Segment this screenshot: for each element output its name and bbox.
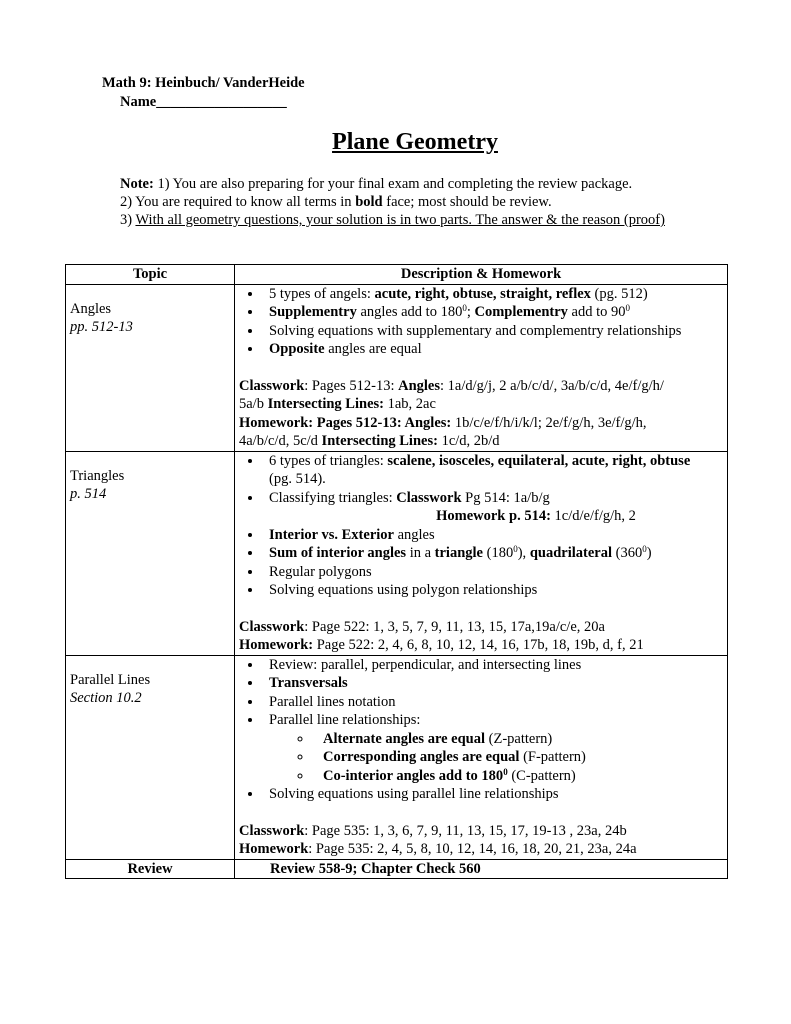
course-title: Math 9: Heinbuch/ VanderHeide [102,75,305,91]
topic-pages: pp. 512-13 [70,319,133,335]
classwork-cont: 5a/b Intersecting Lines: 1ab, 2ac [239,396,436,412]
list-item: • Parallel lines notation [263,693,723,712]
topic-cell [66,655,235,859]
list-item: • Regular polygons [263,563,723,582]
classwork: Classwork: Page 535: 1, 3, 6, 7, 9, 11, 13, 15, 17, 19-13 , 23a, 24b [239,822,627,839]
sub-item: ◦ Corresponding angles are equal (F-pattern) [313,748,723,767]
table-row [66,655,728,859]
sub-list [269,730,723,786]
topic-name: Angles [70,300,112,317]
col-topic: Topic [66,265,235,285]
topic-name: Review [66,859,235,879]
topic-name: Parallel Lines [70,671,151,688]
note-3-num: 3) [120,212,136,228]
classwork: Classwork: Page 522: 1, 3, 5, 7, 9, 11, 13, 15, 17a,19a/c/e, 20a [239,618,605,635]
table-row [66,859,728,879]
description-cell [235,284,728,451]
list-item: • Parallel line relationships: ◦ Alternate angles are equal (Z-pattern) ◦ Corresponding angles are equal (F-pattern) ◦ Co-interior angles add to $180^0$ (C-pattern) [263,711,723,785]
note-3 [120,211,665,229]
homework: Homework: Page 535: 2, 4, 5, 8, 10, 12, 14, 16, 18, 20, 21, 23a, 24a [239,841,637,857]
list-item: • Classifying triangles: Classwork Pg 514: 1a/b/g Homework p. 514: 1c/d/e/f/g/h, 2 [263,489,723,526]
notes [120,175,665,229]
bullet-list [239,656,723,804]
note-2-tail: face; most should be review. [382,194,552,210]
table-row [66,284,728,451]
list-item: • Sum of interior angles in a triangle $(180^0)$, quadrilateral $(360^0)$ [263,544,723,563]
table-header-row [66,265,728,285]
topic-cell [66,284,235,451]
topic-cell [66,451,235,655]
list-item: • Interior vs. Exterior angles [263,526,723,545]
note-1-text: 1) You are also preparing for your final exam and completing the review package. [157,176,633,192]
topic-pages: p. 514 [70,486,107,502]
name-field[interactable]: Name__________________ [120,94,287,110]
review-description: Review 558-9; Chapter Check 560 [235,859,728,879]
list-item: • 5 types of angels: acute, right, obtuse, straight, reflex (pg. 512) [263,285,723,304]
topic-name: Triangles [70,467,125,484]
note-2 [120,193,665,211]
description-cell [235,655,728,859]
homework-cont: 4a/b/c/d, 5c/d Intersecting Lines: 1c/d, 2b/d [239,433,500,449]
topic-pages: Section 10.2 [70,690,142,706]
note-3-text: With all geometry questions, your solution is in two parts. The answer & the reason (proof) [135,212,665,228]
note-label: Note: [120,176,154,192]
list-item: • Transversals [263,674,723,693]
sub-item: ◦ Co-interior angles add to $180^0$ (C-pattern) [313,767,723,786]
homework: Homework: Pages 512-13: Angles: 1b/c/e/f/h/i/k/l; 2e/f/g/h, 3e/f/g/h, [239,414,647,431]
page-title: Plane Geometry [332,129,498,155]
list-item: • Review: parallel, perpendicular, and intersecting lines [263,656,723,675]
classwork: Classwork: Pages 512-13: Angles: 1a/d/g/j, 2 a/b/c/d/, 3a/b/c/d, 4e/f/g/h/ [239,377,664,394]
bullet-list [239,285,723,359]
list-item: • Solving equations using polygon relationships [263,581,723,600]
description-cell [235,451,728,655]
col-description: Description & Homework [235,265,728,285]
homework: Homework: Page 522: 2, 4, 6, 8, 10, 12, 14, 16, 17b, 18, 19b, d, f, 21 [239,637,644,653]
list-item: • 6 types of triangles: scalene, isosceles, equilateral, acute, right, obtuse (pg. 514). [263,452,723,489]
list-item: • Solving equations using parallel line relationships [263,785,723,804]
note-2-bold: bold [355,194,383,210]
header [102,74,305,112]
table-row [66,451,728,655]
sub-item: ◦ Alternate angles are equal (Z-pattern) [313,730,723,749]
note-2-text: 2) You are required to know all terms in [120,194,356,210]
list-item: • Opposite angles are equal [263,340,723,359]
topics-table [65,264,728,879]
bullet-list [239,452,723,600]
list-item: • Solving equations with supplementary and complementry relationships [263,322,723,341]
note-1 [120,175,665,193]
list-item: • Supplementry angles add to $180^0$; Complementry add to $90^0$ [263,303,723,322]
